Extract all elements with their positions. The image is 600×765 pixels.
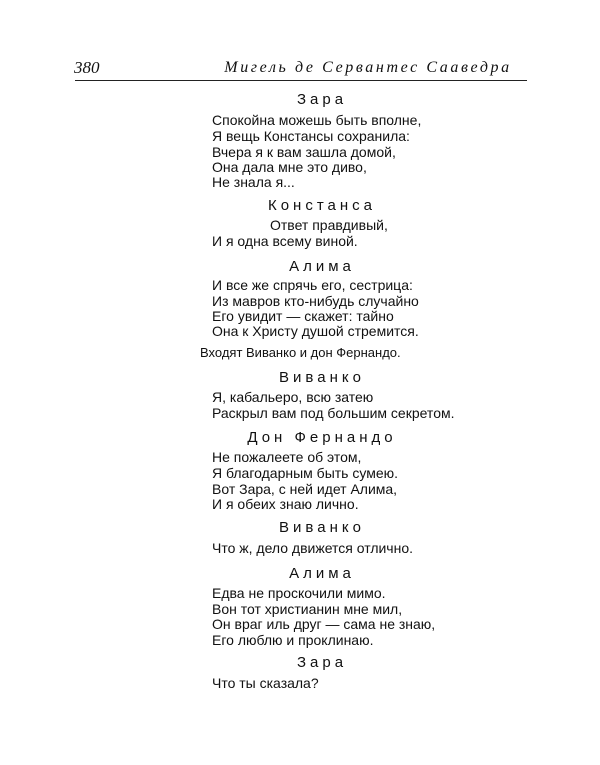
verse-line: Что ты сказала? xyxy=(212,675,319,691)
speaker-name: Виванко xyxy=(279,369,365,386)
verse-line: Его люблю и проклинаю. xyxy=(212,632,374,648)
verse-line: Вон тот христианин мне мил, xyxy=(212,601,403,617)
verse-line-indented: Ответ правдивый, xyxy=(270,217,388,233)
verse-line: Он враг иль друг — сама не знаю, xyxy=(212,616,436,632)
stage-direction: Входят Виванко и дон Фернандо. xyxy=(200,345,401,360)
verse-line: Я вещь Констансы сохранила: xyxy=(212,128,410,144)
verse-line: Едва не проскочили мимо. xyxy=(212,585,386,601)
speaker-name: Дон Фернандо xyxy=(247,429,397,446)
verse-line: Вчера я к вам зашла домой, xyxy=(212,144,396,160)
header-rule xyxy=(75,80,527,81)
speaker-name: Констанса xyxy=(267,197,377,214)
verse-line: Я, кабальеро, всю затею xyxy=(212,389,374,405)
verse-line: Она дала мне это диво, xyxy=(212,159,367,175)
verse-line: Спокойна можешь быть вполне, xyxy=(212,112,422,128)
verse-line: Не пожалеете об этом, xyxy=(212,449,362,465)
speaker-name: Зара xyxy=(296,91,348,108)
verse-line: Я благодарным быть сумею. xyxy=(212,465,398,481)
page-number: 380 xyxy=(74,58,100,77)
verse-line: Раскрыл вам под большим секретом. xyxy=(212,405,455,421)
verse-line: Вот Зара, с ней идет Алима, xyxy=(212,481,398,497)
verse-line: И я одна всему виной. xyxy=(212,233,358,249)
verse-line: Не знала я... xyxy=(212,174,295,190)
verse-line: Его увидит — скажет: тайно xyxy=(212,308,394,324)
speaker-name: Виванко xyxy=(279,519,365,536)
verse-line: Она к Христу душой стремится. xyxy=(212,323,419,339)
speaker-name: Алима xyxy=(289,258,355,275)
verse-line: И я обеих знаю лично. xyxy=(212,496,359,512)
verse-line: Из мавров кто-нибудь случайно xyxy=(212,293,419,309)
verse-line: И все же спрячь его, сестрица: xyxy=(212,277,413,293)
speaker-name: Зара xyxy=(296,654,348,671)
running-title: Мигель де Сервантес Сааведра xyxy=(224,59,512,76)
speaker-name: Алима xyxy=(289,565,355,582)
verse-line: Что ж, дело движется отлично. xyxy=(212,540,414,556)
